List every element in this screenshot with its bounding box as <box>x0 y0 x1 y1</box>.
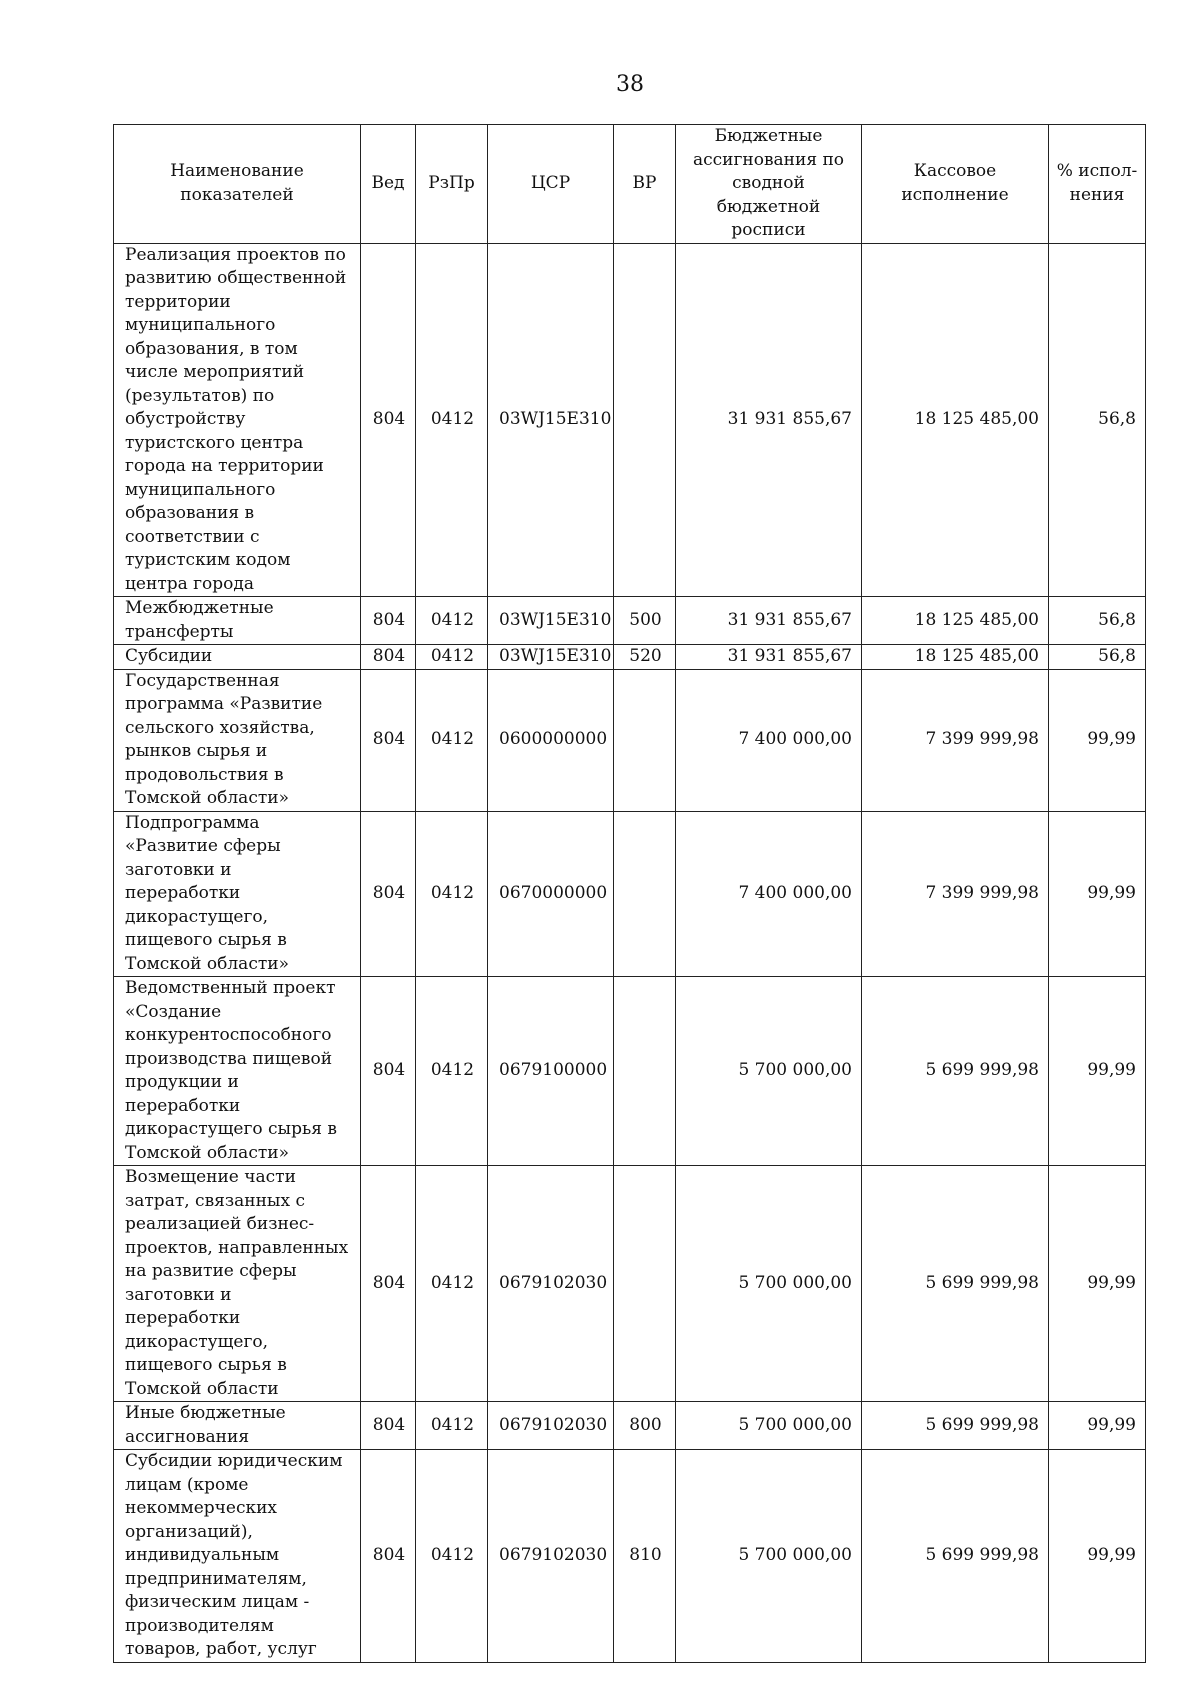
row-assignments: 5 700 000,00 <box>676 1166 862 1402</box>
row-ved: 804 <box>361 1402 416 1450</box>
table-row <box>114 977 1146 1166</box>
row-percent: 56,8 <box>1049 645 1146 670</box>
row-ved: 804 <box>361 1166 416 1402</box>
row-csr: 0679102030 <box>488 1166 614 1402</box>
row-assignments: 31 931 855,67 <box>676 243 862 597</box>
row-ved: 804 <box>361 977 416 1166</box>
row-name: Ведомственный проект «Создание конкурентоспособного производства пищевой продукции и переработки дикорастущего сырья в Томской области» <box>114 977 361 1166</box>
row-ved: 804 <box>361 645 416 670</box>
row-cash-execution: 18 125 485,00 <box>862 243 1049 597</box>
row-assignments: 5 700 000,00 <box>676 1450 862 1663</box>
row-csr: 03WJ15E310 <box>488 243 614 597</box>
row-assignments: 31 931 855,67 <box>676 597 862 645</box>
row-assignments: 7 400 000,00 <box>676 669 862 811</box>
row-vr <box>614 243 676 597</box>
row-csr: 0679102030 <box>488 1402 614 1450</box>
row-percent: 56,8 <box>1049 597 1146 645</box>
row-percent: 99,99 <box>1049 811 1146 977</box>
row-cash-execution: 5 699 999,98 <box>862 977 1049 1166</box>
row-ved: 804 <box>361 669 416 811</box>
row-assignments: 31 931 855,67 <box>676 645 862 670</box>
row-csr: 0600000000 <box>488 669 614 811</box>
row-name: Возмещение части затрат, связанных с реализацией бизнес-проектов, направленных на развитие сферы заготовки и переработки дикорастущего, пищевого сырья в Томской области <box>114 1166 361 1402</box>
row-name: Субсидии юридическим лицам (кроме некоммерческих организаций), индивидуальным предпринимателям, физическим лицам - производителям товаров, работ, услуг <box>114 1450 361 1663</box>
page-number: 38 <box>616 72 644 97</box>
row-cash-execution: 5 699 999,98 <box>862 1450 1049 1663</box>
row-vr <box>614 811 676 977</box>
row-percent: 99,99 <box>1049 1166 1146 1402</box>
row-assignments: 5 700 000,00 <box>676 977 862 1166</box>
row-name: Реализация проектов по развитию общественной территории муниципального образования, в том числе мероприятий (результатов) по обустройству туристского центра города на территории муниципального образования в соответствии с туристским кодом центра города <box>114 243 361 597</box>
table-row <box>114 645 1146 670</box>
table-row <box>114 1166 1146 1402</box>
row-vr <box>614 1166 676 1402</box>
row-percent: 99,99 <box>1049 1402 1146 1450</box>
header-ved: Вед <box>361 125 416 244</box>
row-cash-execution: 7 399 999,98 <box>862 811 1049 977</box>
table-row <box>114 669 1146 811</box>
row-vr: 520 <box>614 645 676 670</box>
row-name: Подпрограмма «Развитие сферы заготовки и переработки дикорастущего, пищевого сырья в Томской области» <box>114 811 361 977</box>
row-name: Иные бюджетные ассигнования <box>114 1402 361 1450</box>
row-ved: 804 <box>361 597 416 645</box>
row-cash-execution: 5 699 999,98 <box>862 1166 1049 1402</box>
header-cash-execution: Кассовое исполнение <box>862 125 1049 244</box>
row-vr <box>614 977 676 1166</box>
row-rzpr: 0412 <box>416 977 488 1166</box>
row-cash-execution: 18 125 485,00 <box>862 597 1049 645</box>
row-vr: 800 <box>614 1402 676 1450</box>
row-csr: 0679100000 <box>488 977 614 1166</box>
row-vr: 810 <box>614 1450 676 1663</box>
row-percent: 99,99 <box>1049 1450 1146 1663</box>
row-rzpr: 0412 <box>416 1450 488 1663</box>
table-row <box>114 1402 1146 1450</box>
row-rzpr: 0412 <box>416 645 488 670</box>
row-assignments: 5 700 000,00 <box>676 1402 862 1450</box>
row-rzpr: 0412 <box>416 811 488 977</box>
row-csr: 0670000000 <box>488 811 614 977</box>
table-row <box>114 597 1146 645</box>
header-vr: ВР <box>614 125 676 244</box>
row-csr: 0679102030 <box>488 1450 614 1663</box>
row-rzpr: 0412 <box>416 1166 488 1402</box>
row-rzpr: 0412 <box>416 669 488 811</box>
row-csr: 03WJ15E310 <box>488 597 614 645</box>
row-name: Субсидии <box>114 645 361 670</box>
row-vr: 500 <box>614 597 676 645</box>
row-rzpr: 0412 <box>416 1402 488 1450</box>
table-row <box>114 1450 1146 1663</box>
row-name: Государственная программа «Развитие сельского хозяйства, рынков сырья и продовольствия в Томской области» <box>114 669 361 811</box>
row-rzpr: 0412 <box>416 243 488 597</box>
header-name: Наименование показателей <box>114 125 361 244</box>
row-name: Межбюджетные трансферты <box>114 597 361 645</box>
row-percent: 56,8 <box>1049 243 1146 597</box>
header-percent: % испол-нения <box>1049 125 1146 244</box>
row-ved: 804 <box>361 243 416 597</box>
row-csr: 03WJ15E310 <box>488 645 614 670</box>
budget-table <box>113 124 1146 1663</box>
row-rzpr: 0412 <box>416 597 488 645</box>
header-assignments: Бюджетные ассигнования по сводной бюджетной росписи <box>676 125 862 244</box>
table-row <box>114 243 1146 597</box>
table-row <box>114 811 1146 977</box>
row-vr <box>614 669 676 811</box>
row-ved: 804 <box>361 1450 416 1663</box>
row-cash-execution: 7 399 999,98 <box>862 669 1049 811</box>
header-csr: ЦСР <box>488 125 614 244</box>
row-ved: 804 <box>361 811 416 977</box>
row-percent: 99,99 <box>1049 977 1146 1166</box>
row-cash-execution: 18 125 485,00 <box>862 645 1049 670</box>
row-percent: 99,99 <box>1049 669 1146 811</box>
header-rzpr: РзПр <box>416 125 488 244</box>
header-row <box>114 125 1146 244</box>
row-cash-execution: 5 699 999,98 <box>862 1402 1049 1450</box>
row-assignments: 7 400 000,00 <box>676 811 862 977</box>
